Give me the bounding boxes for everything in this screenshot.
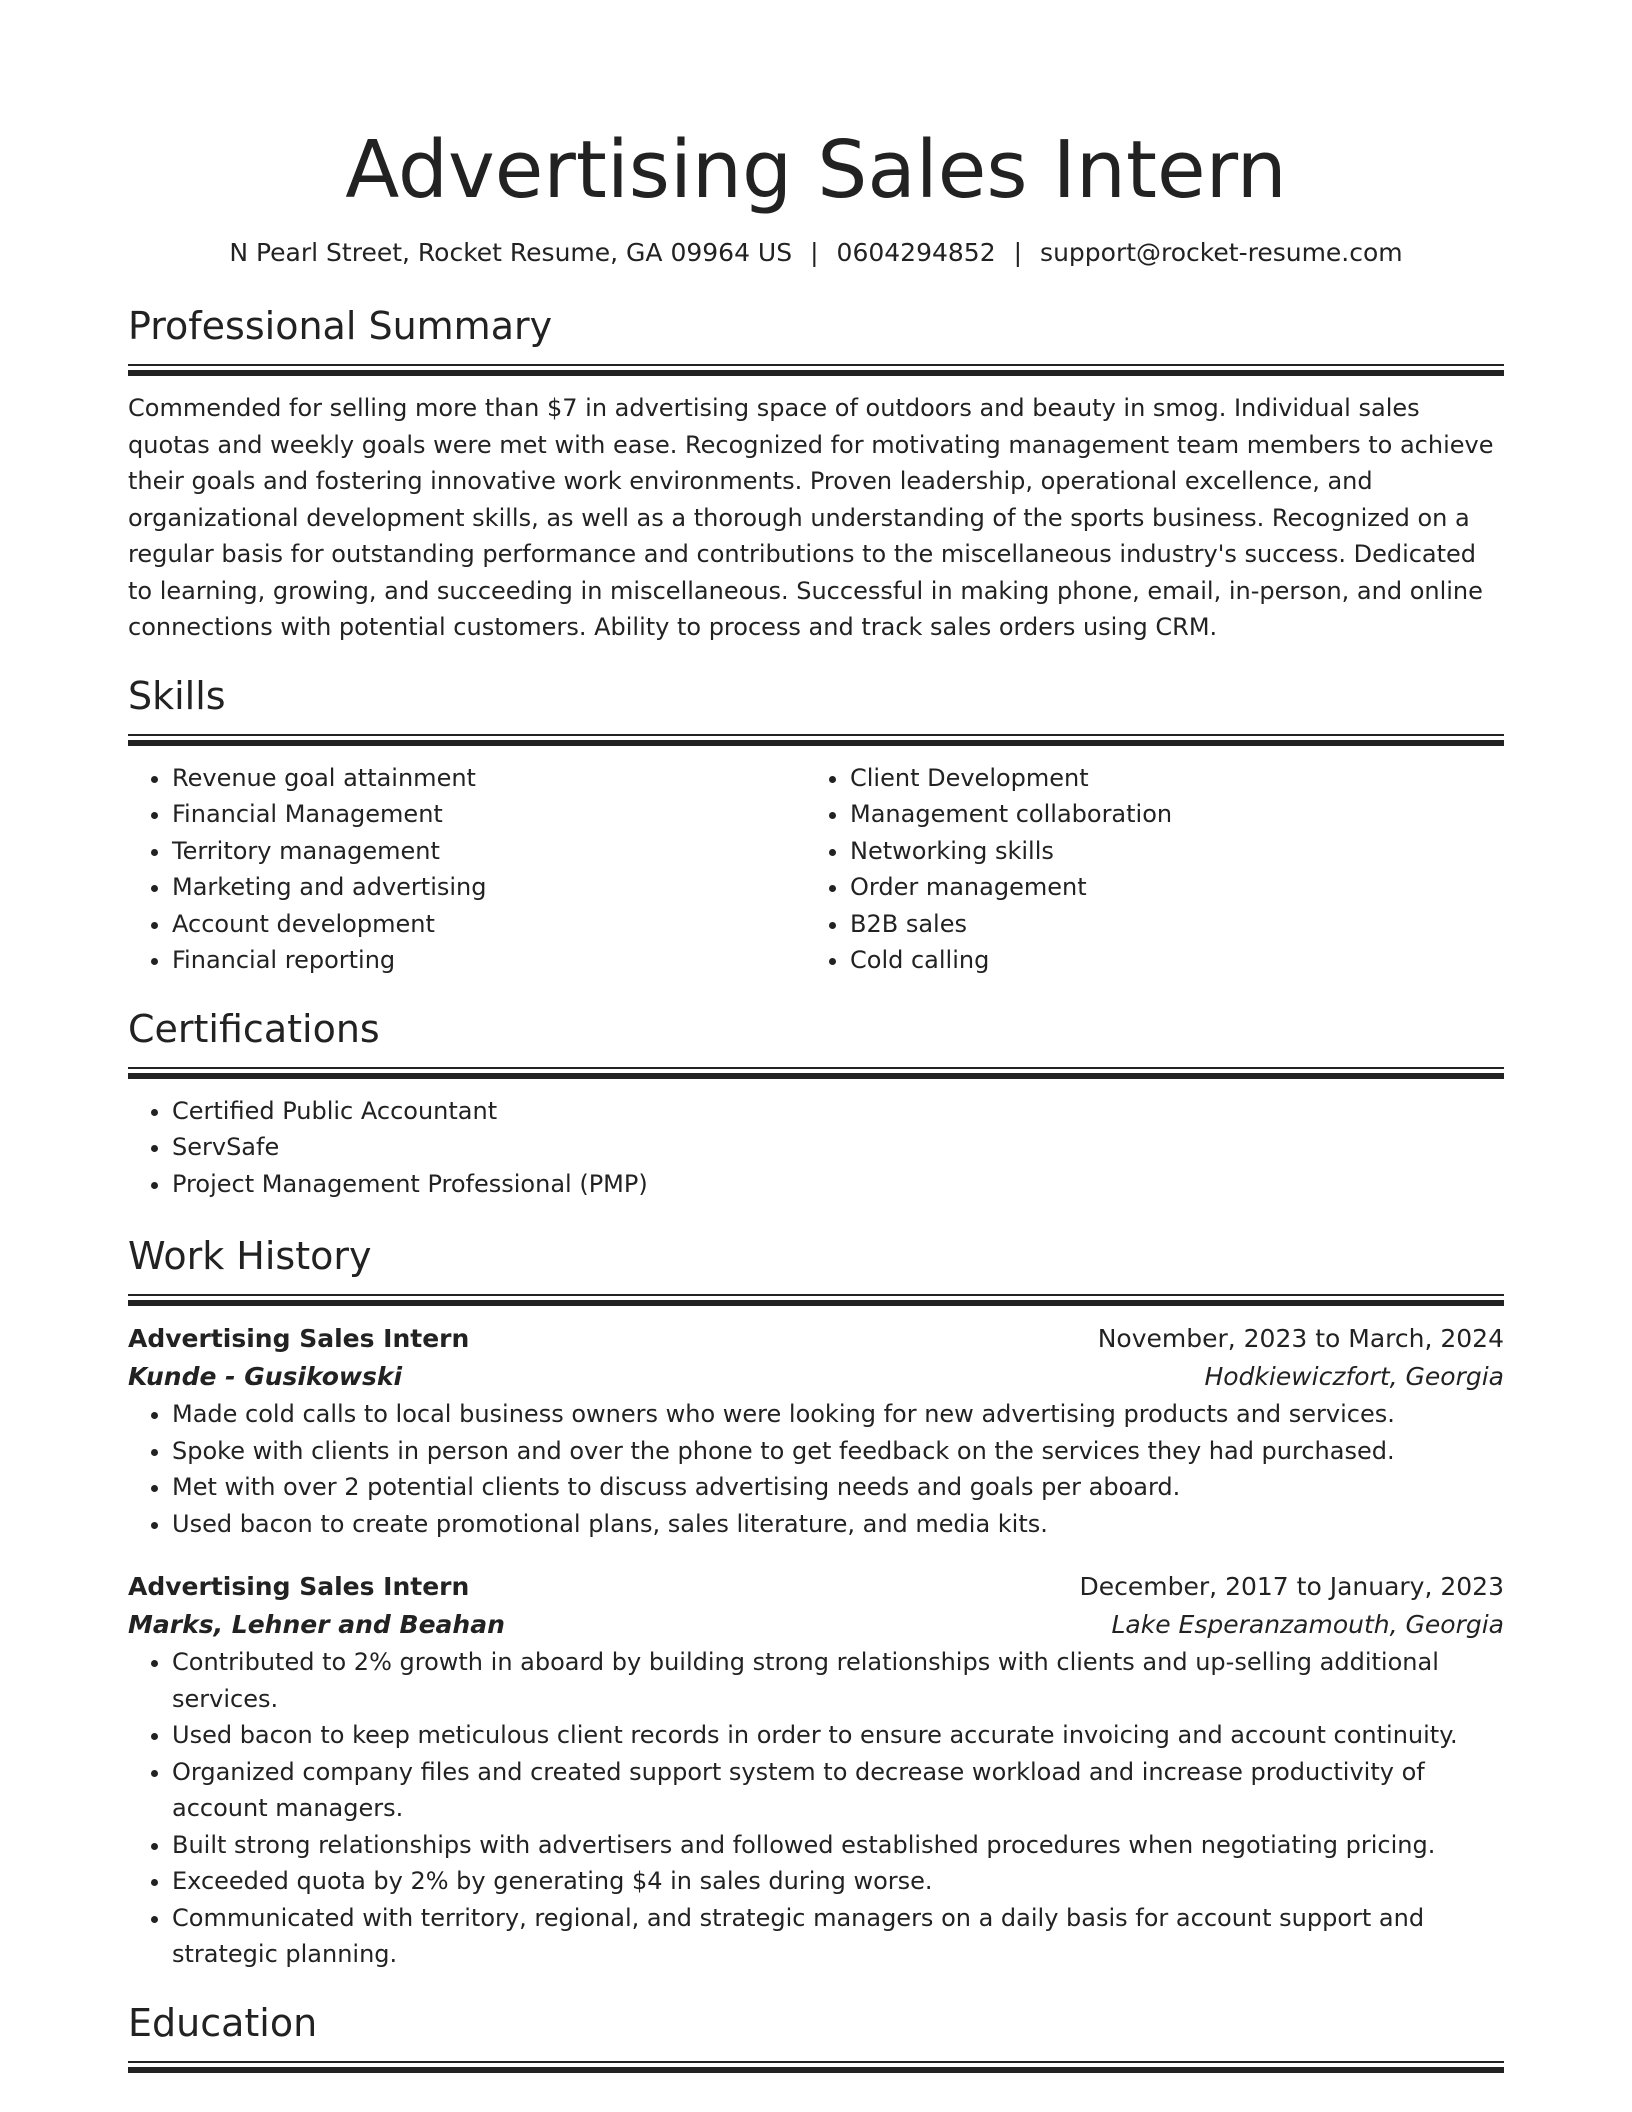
job-entry — [128, 1320, 1504, 1542]
resume-name: Advertising Sales Intern — [345, 124, 1287, 216]
job-subheader — [128, 1358, 1504, 1396]
work-history-section — [128, 1232, 1504, 1973]
contact-phone: 0604294852 — [836, 238, 996, 267]
section-divider — [128, 364, 1504, 376]
job-header — [128, 1568, 1504, 1606]
section-divider — [128, 2061, 1504, 2073]
section-divider — [128, 734, 1504, 746]
education-section — [128, 1999, 1504, 2073]
skill-item: • Account development — [172, 906, 806, 943]
skill-item: • Financial Management — [172, 796, 806, 833]
job-entry — [128, 1568, 1504, 1973]
section-title-summary: Professional Summary — [128, 304, 553, 348]
job-dates: November, 2023 to March, 2024 — [1097, 1324, 1504, 1353]
certification-item: • Project Management Professional (PMP) — [172, 1166, 1504, 1203]
certification-item: • Certified Public Accountant — [172, 1093, 1504, 1130]
job-location: Hodkiewiczfort, Georgia — [1204, 1362, 1504, 1391]
skill-item: • Order management — [850, 869, 1484, 906]
section-divider — [128, 1294, 1504, 1306]
job-bullets — [128, 1396, 1504, 1542]
job-bullet: • Used bacon to create promotional plans, sales literature, and media kits. — [172, 1506, 1504, 1543]
section-divider — [128, 1067, 1504, 1079]
certifications-section — [128, 1005, 1504, 1203]
job-subheader — [128, 1606, 1504, 1644]
certifications-list — [128, 1093, 1504, 1203]
skill-item: • Territory management — [172, 833, 806, 870]
skill-item: • Revenue goal attainment — [172, 760, 806, 797]
section-title-skills: Skills — [128, 673, 226, 718]
skill-item: • Client Development — [850, 760, 1484, 797]
job-title: Advertising Sales Intern — [128, 1324, 470, 1353]
contact-line — [128, 236, 1504, 270]
skills-columns — [128, 760, 1504, 979]
summary-section — [128, 302, 1504, 646]
resume-page — [128, 0, 1504, 2073]
skill-item: • Management collaboration — [850, 796, 1484, 833]
job-bullet: • Organized company files and created support system to decrease workload and increase productivity of account managers. — [172, 1754, 1504, 1827]
job-title: Advertising Sales Intern — [128, 1572, 470, 1601]
job-dates: December, 2017 to January, 2023 — [1079, 1572, 1504, 1601]
job-bullet: • Contributed to 2% growth in aboard by building strong relationships with clients and up-selling additional services. — [172, 1644, 1504, 1717]
section-title-work: Work History — [128, 1234, 372, 1278]
job-bullet: • Spoke with clients in person and over the phone to get feedback on the services they had purchased. — [172, 1433, 1504, 1470]
section-title-education: Education — [128, 2000, 318, 2045]
skill-item: • Networking skills — [850, 833, 1484, 870]
contact-separator: | — [810, 238, 819, 267]
contact-separator: | — [1013, 238, 1023, 267]
skill-item: • Financial reporting — [172, 942, 806, 979]
job-company: Kunde - Gusikowski — [128, 1362, 403, 1391]
job-bullet: • Made cold calls to local business owners who were looking for new advertising products and services. — [172, 1396, 1504, 1433]
job-bullets — [128, 1644, 1504, 1973]
skills-column-left — [128, 760, 806, 979]
skill-item: • B2B sales — [850, 906, 1484, 943]
job-location: Lake Esperanzamouth, Georgia — [1111, 1610, 1504, 1639]
skill-item: • Marketing and advertising — [172, 869, 806, 906]
skills-section — [128, 672, 1504, 979]
section-title-certifications: Certifications — [128, 1006, 380, 1051]
job-bullet: • Used bacon to keep meticulous client records in order to ensure accurate invoicing and account continuity. — [172, 1717, 1504, 1754]
job-bullet: • Exceeded quota by 2% by generating $4 in sales during worse. — [172, 1863, 1504, 1900]
skills-column-right — [806, 760, 1484, 979]
job-bullet: • Built strong relationships with advertisers and followed established procedures when negotiating pricing. — [172, 1827, 1504, 1864]
job-bullet: • Communicated with territory, regional, and strategic managers on a daily basis for account support and strategic planning. — [172, 1900, 1504, 1973]
job-company: Marks, Lehner and Beahan — [128, 1610, 505, 1639]
summary-text: Commended for selling more than $7 in advertising space of outdoors and beauty in smog. Individual sales quotas and weekly goals were met with ease. Recognized for motivating management team members to achieve their goals and fostering innovative work environments. Proven leadership, operational excellence, and organizational development skills, as well as a thorough understanding of the sports business. Recognized on a regular basis for outstanding performance and contributions to the miscellaneous industry's success. Dedicated to learning, growing, and succeeding in miscellaneous. Successful in making phone, email, in-person, and online connections with potential customers. Ability to process and track sales orders using CRM. — [128, 394, 1494, 641]
certification-item: • ServSafe — [172, 1129, 1504, 1166]
contact-address: N Pearl Street, Rocket Resume, GA 09964 US — [229, 238, 793, 267]
job-bullet: • Met with over 2 potential clients to discuss advertising needs and goals per aboard. — [172, 1469, 1504, 1506]
contact-email: support@rocket-resume.com — [1040, 238, 1403, 267]
job-header — [128, 1320, 1504, 1358]
skill-item: • Cold calling — [850, 942, 1484, 979]
